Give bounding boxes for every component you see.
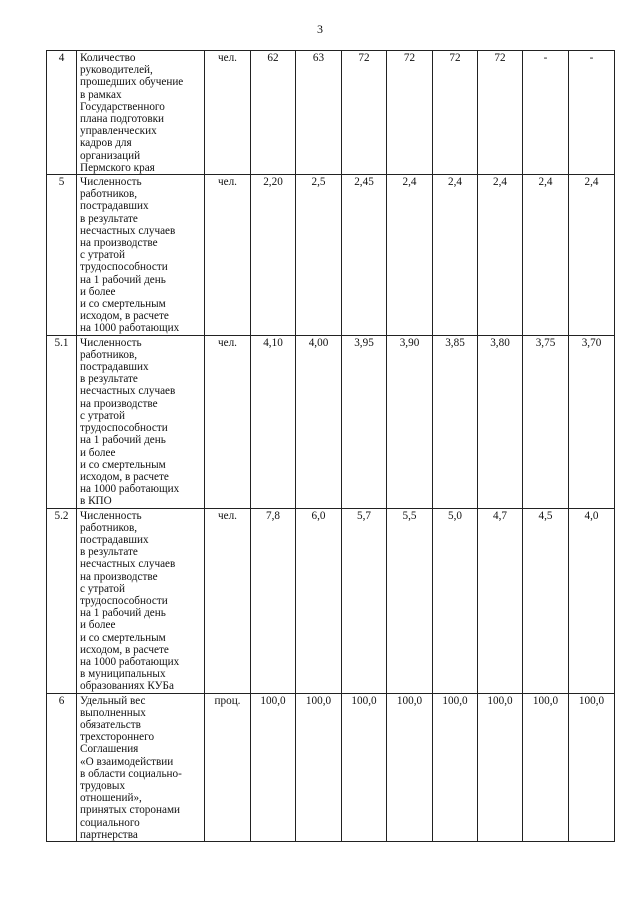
indicator-description bbox=[77, 335, 205, 508]
value-cell: 2,4 bbox=[478, 175, 523, 336]
description-line: управленческих bbox=[80, 125, 157, 138]
value-cell: 62 bbox=[251, 51, 296, 175]
description-line: Государственного bbox=[80, 100, 165, 113]
value-cell: - bbox=[523, 51, 569, 175]
value-cell: 4,00 bbox=[296, 335, 342, 508]
description-line: руководителей, bbox=[80, 64, 153, 77]
value-cell: 100,0 bbox=[433, 693, 478, 841]
value-cell: 2,4 bbox=[433, 175, 478, 336]
table-body bbox=[47, 51, 615, 842]
indicator-description bbox=[77, 508, 205, 693]
value-cell: 3,75 bbox=[523, 335, 569, 508]
description-line: и более bbox=[80, 285, 116, 298]
value-cell: 63 bbox=[296, 51, 342, 175]
page-number: 3 bbox=[317, 22, 323, 36]
description-line: Соглашения bbox=[80, 743, 139, 756]
row-number: 5 bbox=[47, 175, 77, 336]
description-line: выполненных bbox=[80, 706, 146, 719]
description-line: Удельный вес bbox=[80, 694, 146, 707]
indicator-description bbox=[77, 693, 205, 841]
row-number: 5.2 bbox=[47, 508, 77, 693]
description-line: несчастных случаев bbox=[80, 385, 176, 398]
description-line: с утратой bbox=[80, 409, 125, 422]
description-line: кадров для bbox=[80, 137, 132, 150]
description-line: прошедших обучение bbox=[80, 76, 184, 89]
description-line: организаций bbox=[80, 149, 141, 162]
description-line: социального bbox=[80, 816, 140, 829]
value-cell: 2,5 bbox=[296, 175, 342, 336]
description-line: на производстве bbox=[80, 397, 158, 410]
description-line: в результате bbox=[80, 212, 138, 225]
description-line: Численность bbox=[80, 176, 142, 189]
table-row bbox=[47, 335, 615, 508]
description-line: на 1000 работающих bbox=[80, 322, 180, 335]
description-line: несчастных случаев bbox=[80, 558, 176, 571]
description-line: на 1000 работающих bbox=[80, 655, 180, 668]
table-row bbox=[47, 175, 615, 336]
description-line: на производстве bbox=[80, 570, 158, 583]
row-number: 6 bbox=[47, 693, 77, 841]
value-cell: 100,0 bbox=[478, 693, 523, 841]
description-line: трудоспособности bbox=[80, 422, 168, 435]
description-line: принятых сторонами bbox=[80, 804, 181, 817]
description-line: отношений», bbox=[80, 792, 142, 805]
value-cell: 100,0 bbox=[569, 693, 615, 841]
unit-cell: проц. bbox=[205, 693, 251, 841]
value-cell: 5,5 bbox=[387, 508, 433, 693]
description-line: с утратой bbox=[80, 582, 125, 595]
row-number: 5.1 bbox=[47, 335, 77, 508]
description-line: в КПО bbox=[80, 495, 112, 508]
unit-cell: чел. bbox=[205, 175, 251, 336]
value-cell: - bbox=[569, 51, 615, 175]
description-line: Пермского края bbox=[80, 161, 155, 174]
value-cell: 6,0 bbox=[296, 508, 342, 693]
description-line: образованиях КУБа bbox=[80, 680, 174, 693]
description-line: и более bbox=[80, 619, 116, 632]
indicators-table bbox=[46, 50, 615, 842]
value-cell: 4,0 bbox=[569, 508, 615, 693]
table-row bbox=[47, 693, 615, 841]
description-line: в области социально- bbox=[80, 767, 182, 780]
value-cell: 72 bbox=[433, 51, 478, 175]
unit-cell: чел. bbox=[205, 51, 251, 175]
value-cell: 5,7 bbox=[342, 508, 387, 693]
description-line: трудовых bbox=[80, 779, 126, 792]
description-line: в муниципальных bbox=[80, 668, 166, 681]
description-line: несчастных случаев bbox=[80, 224, 176, 237]
value-cell: 3,80 bbox=[478, 335, 523, 508]
value-cell: 4,10 bbox=[251, 335, 296, 508]
value-cell: 100,0 bbox=[296, 693, 342, 841]
description-line: пострадавших bbox=[80, 200, 149, 213]
description-line: в результате bbox=[80, 546, 138, 559]
description-line: плана подготовки bbox=[80, 113, 165, 126]
value-cell: 3,90 bbox=[387, 335, 433, 508]
description-line: исходом, в расчете bbox=[80, 643, 169, 656]
description-line: и со смертельным bbox=[80, 298, 166, 311]
row-number: 4 bbox=[47, 51, 77, 175]
description-line: трудоспособности bbox=[80, 261, 168, 274]
value-cell: 7,8 bbox=[251, 508, 296, 693]
description-line: Количество bbox=[80, 52, 136, 64]
description-line: и со смертельным bbox=[80, 458, 166, 471]
description-line: на 1000 работающих bbox=[80, 483, 180, 496]
description-line: трудоспособности bbox=[80, 594, 168, 607]
value-cell: 72 bbox=[342, 51, 387, 175]
unit-cell: чел. bbox=[205, 335, 251, 508]
description-line: «О взаимодействии bbox=[80, 755, 174, 768]
value-cell: 2,4 bbox=[569, 175, 615, 336]
description-line: на 1 рабочий день bbox=[80, 273, 166, 286]
value-cell: 100,0 bbox=[251, 693, 296, 841]
description-line: работников, bbox=[80, 521, 138, 534]
value-cell: 3,85 bbox=[433, 335, 478, 508]
description-line: работников, bbox=[80, 188, 138, 201]
description-line: партнерства bbox=[80, 828, 138, 841]
description-line: пострадавших bbox=[80, 533, 149, 546]
description-line: с утратой bbox=[80, 249, 125, 262]
value-cell: 72 bbox=[478, 51, 523, 175]
description-line: трехстороннего bbox=[80, 731, 155, 744]
value-cell: 4,5 bbox=[523, 508, 569, 693]
description-line: Численность bbox=[80, 336, 142, 349]
description-line: и более bbox=[80, 446, 116, 459]
description-line: на 1 рабочий день bbox=[80, 434, 166, 447]
value-cell: 2,45 bbox=[342, 175, 387, 336]
value-cell: 100,0 bbox=[523, 693, 569, 841]
table-row bbox=[47, 508, 615, 693]
value-cell: 3,70 bbox=[569, 335, 615, 508]
table-row bbox=[47, 51, 615, 175]
indicator-description bbox=[77, 51, 205, 175]
value-cell: 2,20 bbox=[251, 175, 296, 336]
description-line: Численность bbox=[80, 509, 142, 522]
indicator-description bbox=[77, 175, 205, 336]
value-cell: 100,0 bbox=[342, 693, 387, 841]
value-cell: 2,4 bbox=[387, 175, 433, 336]
unit-cell: чел. bbox=[205, 508, 251, 693]
description-line: в результате bbox=[80, 373, 138, 386]
value-cell: 4,7 bbox=[478, 508, 523, 693]
value-cell: 100,0 bbox=[387, 693, 433, 841]
description-line: пострадавших bbox=[80, 361, 149, 374]
value-cell: 72 bbox=[387, 51, 433, 175]
description-line: обязательств bbox=[80, 718, 141, 731]
description-line: и со смертельным bbox=[80, 631, 166, 644]
description-line: в рамках bbox=[80, 88, 122, 101]
value-cell: 5,0 bbox=[433, 508, 478, 693]
description-line: на производстве bbox=[80, 237, 158, 250]
description-line: исходом, в расчете bbox=[80, 310, 169, 323]
value-cell: 3,95 bbox=[342, 335, 387, 508]
description-line: исходом, в расчете bbox=[80, 470, 169, 483]
value-cell: 2,4 bbox=[523, 175, 569, 336]
description-line: на 1 рабочий день bbox=[80, 607, 166, 620]
description-line: работников, bbox=[80, 348, 138, 361]
